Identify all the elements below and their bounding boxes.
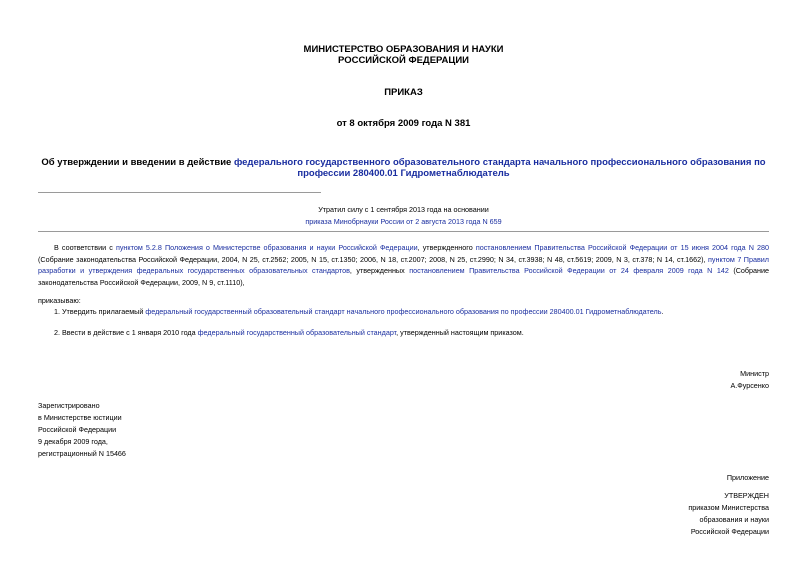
order-item-2: 2. Ввести в действие с 1 января 2010 года федеральный государственный образовательный стандарт, утвержденный настоящим приказом.	[54, 328, 524, 337]
status-note	[0, 204, 807, 228]
link-standard-280400[interactable]: федеральный государственный образовательный стандарт начального профессионального образования по профессии 280400.01 Гидрометнаблюдатель	[145, 307, 662, 316]
registration-line: в Министерстве юстиции	[38, 413, 122, 422]
doc-type: ПРИКАЗ	[384, 87, 423, 98]
signature-role: Министр	[740, 369, 769, 378]
link-government-decree-142[interactable]: постановлением Правительства Российской Федерации от 24 февраля 2009 года N 142	[409, 266, 729, 275]
ministry-line-1: МИНИСТЕРСТВО ОБРАЗОВАНИЯ И НАУКИ	[303, 44, 504, 55]
signature-block	[730, 368, 769, 392]
registration-line: 9 декабря 2009 года,	[38, 437, 108, 446]
link-ministry-regulation[interactable]: пунктом 5.2.8 Положения о Министерстве образования и науки Российской Федерации	[115, 243, 418, 252]
link-rules-item-7[interactable]: пунктом 7 Правил разработки и утверждения федеральных государственных образовательных стандартов	[38, 254, 769, 275]
order-item-1: 1. Утвердить прилагаемый федеральный государственный образовательный стандарт начального профессионального образования по профессии 280400.01 Гидрометнаблюдатель.	[54, 307, 664, 316]
divider-long	[38, 231, 769, 232]
signature-name: А.Фурсенко	[730, 381, 769, 390]
status-line-1: Утратил силу с 1 сентября 2013 года на основании	[318, 205, 489, 214]
link-federal-standard[interactable]: федеральный государственный образовательный стандарт	[197, 328, 397, 337]
approval-line: Российской Федерации	[690, 527, 769, 536]
registration-line: Российской Федерации	[38, 425, 117, 434]
title-link-line-2[interactable]: профессии 280400.01 Гидрометнаблюдатель	[297, 168, 510, 179]
appendix-label: Приложение	[726, 473, 769, 482]
divider-short	[38, 192, 321, 193]
registration-block	[38, 400, 126, 460]
order-word: приказываю:	[38, 296, 81, 305]
approval-block	[659, 490, 769, 538]
approval-line: приказом Министерства	[688, 503, 769, 512]
registration-line: регистрационный N 15466	[38, 449, 126, 458]
link-government-decree-280[interactable]: постановлением Правительства Российской Федерации от 15 июня 2004 года N 280	[475, 243, 769, 252]
ministry-header	[0, 44, 807, 66]
title-prefix: Об утверждении и введении в действие	[41, 157, 234, 168]
title-link-line-1[interactable]: федерального государственного образовательного стандарта начального профессионального образования по	[233, 157, 766, 168]
approved-label: УТВЕРЖДЕН	[724, 491, 769, 500]
approval-line: образования и науки	[699, 515, 769, 524]
document-title	[0, 157, 807, 179]
preamble-paragraph: В соответствии с пунктом 5.2.8 Положения о Министерстве образования и науки Российской Федерации, утвержденного постановлением Правительства Российской Федерации от 15 июня 2004 года N 280 (Собрание законодательства Российской Федерации, 2004, N 25, ст.2562; 2005, N 15, ст.1350; 2006, N 18, ст.2007; 2008, N 25, ст.2990; N 34, ст.3938; N 48, ст.5619; 2009, N 3, ст.378; N 14, ст.1662), пунктом 7 Правил разработки и утверждения федеральных государственных образовательных стандартов, утвержденных постановлением Правительства Российской Федерации от 24 февраля 2009 года N 142 (Собрание законодательства Российской Федерации, 2009, N 9, ст.1110),	[38, 243, 770, 287]
status-link[interactable]: приказа Минобрнауки России от 2 августа 2013 года N 659	[305, 217, 502, 226]
doc-date-number: от 8 октября 2009 года N 381	[336, 118, 471, 129]
ministry-line-2: РОССИЙСКОЙ ФЕДЕРАЦИИ	[337, 55, 469, 66]
registration-line: Зарегистрировано	[38, 401, 100, 410]
